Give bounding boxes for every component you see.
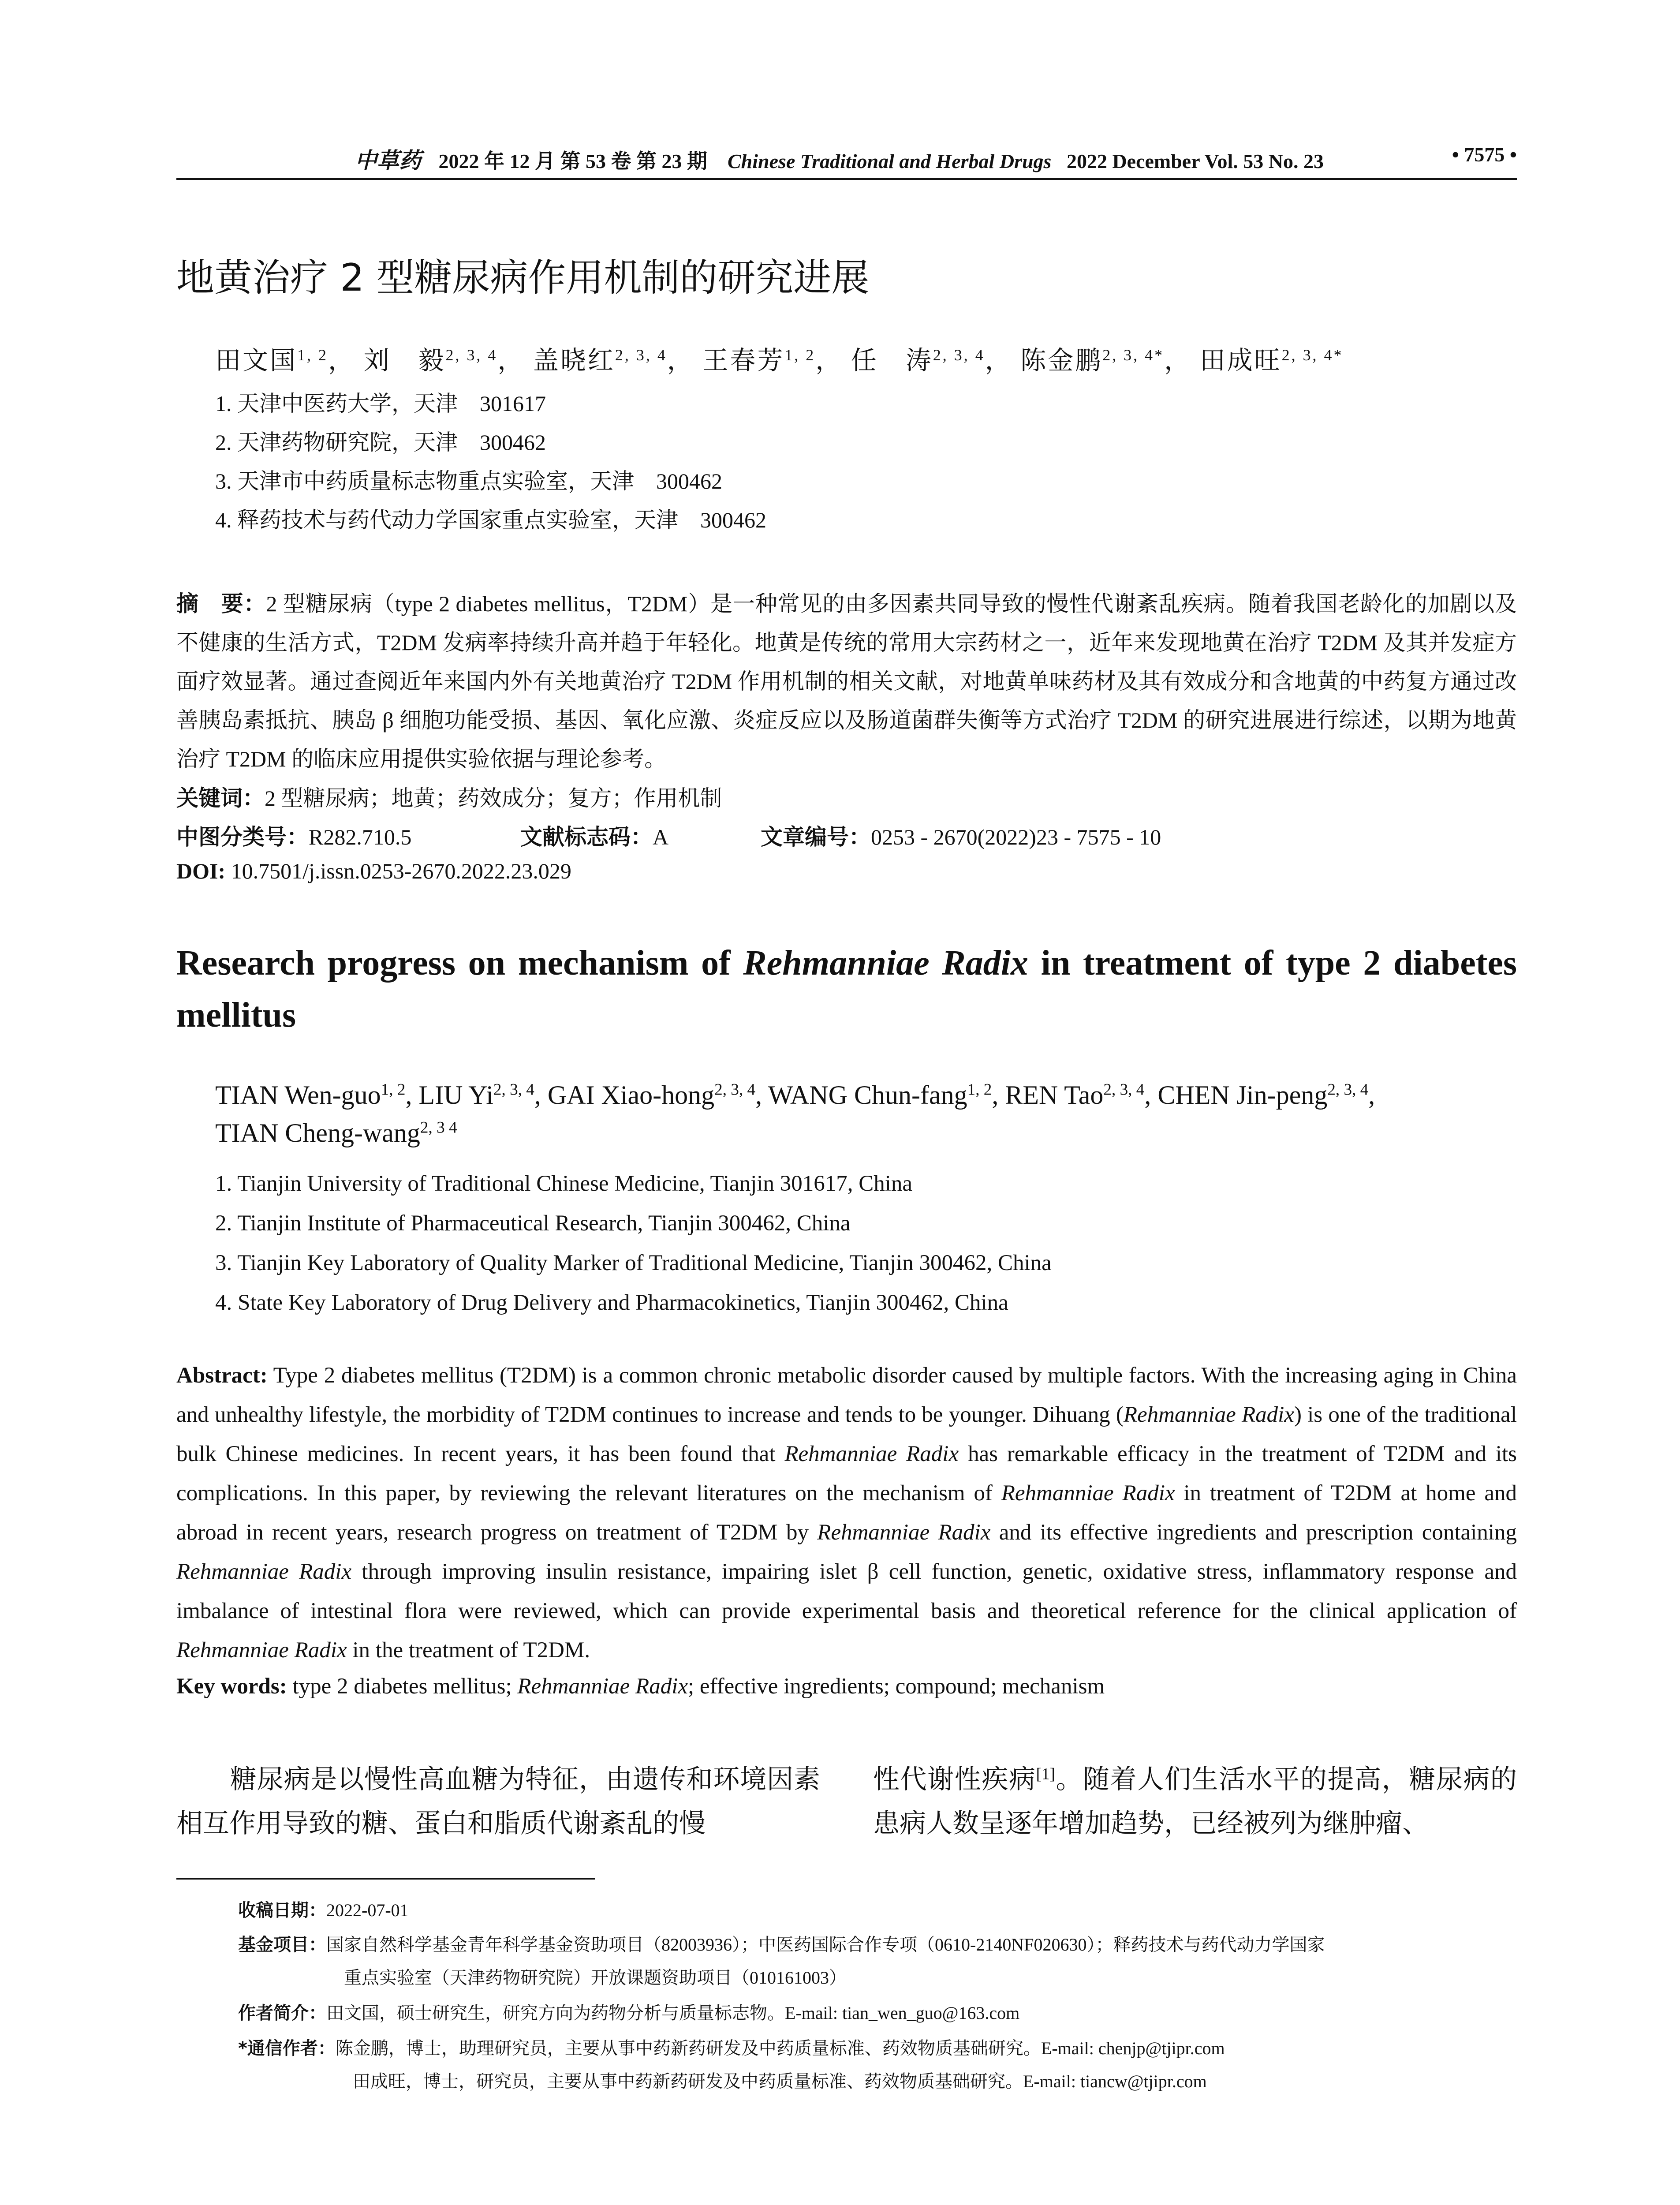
citation-ref[interactable]: [1] [1036, 1765, 1055, 1783]
document-code: 文献标志码：A [520, 824, 669, 850]
footnote-corresponding-author-2: 田成旺，博士，研究员，主要从事中药新药研发及中药质量标准、药效物质基础研究。E-mail: tiancw@tjipr.com [353, 2071, 1207, 2091]
affiliation-en: 2. Tianjin Institute of Pharmaceutical Research, Tianjin 300462, China [215, 1211, 851, 1236]
footnote-funding-cont: 重点实验室（天津药物研究院）开放课题资助项目（010161003） [344, 1968, 847, 1988]
footnote-author-bio: 作者简介：田文国，硕士研究生，研究方向为药物分析与质量标志物。E-mail: tian_wen_guo@163.com [238, 2003, 1020, 2023]
author-en: TIAN Wen-guo$^{1, 2}$, [215, 1080, 419, 1110]
author-en: REN Tao$^{2, 3, 4}$, [1005, 1080, 1158, 1110]
author-cn: 田文国$^{1, 2}$， [215, 346, 355, 375]
footnote-rule [176, 1878, 595, 1880]
affiliation-cn: 2. 天津药物研究院，天津 300462 [215, 430, 546, 455]
footnote-funding: 基金项目：国家自然科学基金青年科学基金资助项目（82003936）；中医药国际合作专项（0610-2140NF020630）；释药技术与药代动力学国家 [238, 1935, 1325, 1955]
affiliation-en: 4. State Key Laboratory of Drug Delivery and Pharmacokinetics, Tianjin 300462, China [215, 1290, 1008, 1315]
keywords-en: Key words: type 2 diabetes mellitus; Rehmanniae Radix; effective ingredients; compound; mechanism [176, 1674, 1105, 1699]
journal-name-en: Chinese Traditional and Herbal Drugs [728, 150, 1052, 172]
footnote-received-date: 收稿日期：2022-07-01 [238, 1900, 409, 1921]
author-cn: 盖晓红$^{2, 3, 4}$， [533, 346, 694, 375]
affiliation-cn: 3. 天津市中药质量标志物重点实验室，天津 300462 [215, 469, 722, 493]
abstract-label-en: Abstract: [176, 1363, 268, 1388]
author-en: TIAN Cheng-wang$^{2, 3 4}$ [215, 1118, 457, 1147]
journal-issue-cn: 2022 年 12 月 第 53 卷 第 23 期 [438, 150, 707, 172]
journal-brand: 中草药 [355, 148, 421, 173]
keywords-cn [176, 781, 722, 812]
abstract-cn [176, 584, 1517, 778]
doi [176, 858, 571, 884]
keywords-text-cn: 2 型糖尿病；地黄；药效成分；复方；作用机制 [265, 786, 722, 811]
author-cn: 陈金鹏$^{2, 3, 4*}$， [1020, 346, 1192, 375]
body-column-right: 性代谢性疾病[1]。随着人们生活水平的提高，糖尿病的患病人数呈逐年增加趋势，已经被列为继肿瘤、 [873, 1765, 1517, 1838]
author-list-en [215, 1076, 1520, 1152]
author-cn: 刘 毅$^{2, 3, 4}$， [363, 346, 525, 375]
author-cn: 王春芳$^{1, 2}$， [702, 346, 843, 375]
author-list-cn [215, 340, 1343, 377]
abstract-en: Abstract: Type 2 diabetes mellitus (T2DM) is a common chronic metabolic disorder caused by multiple factors. With the increasing aging in China and unhealthy lifestyle, the morbidity of T2DM continues to increase and tends to be younger. Dihuang (Rehmanniae Radix) is one of the traditional bulk Chinese medicines. In recent years, it has been found that Rehmanniae Radix has remarkable efficacy in the treatment of T2DM and its complications. In this paper, by reviewing the relevant literatures on the mechanism of Rehmanniae Radix in treatment of T2DM at home and abroad in recent years, research progress on treatment of T2DM by Rehmanniae Radix and its effective ingredients and prescription containing Rehmanniae Radix through improving insulin resistance, impairing islet β cell function, genetic, oxidative stress, inflammatory response and imbalance of intestinal flora were reviewed, which can provide experimental basis and theoretical reference for the clinical application of Rehmanniae Radix in the treatment of T2DM. [176, 1363, 1517, 1663]
author-cn: 任 涛$^{2, 3, 4}$， [851, 346, 1012, 375]
affiliation-cn: 4. 释药技术与药代动力学国家重点实验室，天津 300462 [215, 508, 766, 532]
journal-citation [355, 143, 1324, 175]
journal-issue-en: 2022 December Vol. 53 No. 23 [1066, 150, 1324, 172]
classification-number: 中图分类号：R282.710.5 [176, 824, 412, 850]
footnote-corresponding-author: *通信作者：陈金鹏，博士，助理研究员，主要从事中药新药研发及中药质量标准、药效物质基础研究。E-mail: chenjp@tjipr.com [238, 2038, 1225, 2059]
page-number: • 7575 • [1452, 143, 1517, 166]
author-en: WANG Chun-fang$^{1, 2}$, [768, 1080, 1005, 1110]
running-header [176, 140, 1517, 176]
keywords-label-cn: 关键词： [176, 785, 265, 811]
abstract-label-cn: 摘 要： [176, 591, 266, 617]
author-cn: 田成旺$^{2, 3, 4*}$ [1199, 346, 1344, 375]
article-title-en: Research progress on mechanism of Rehmanniae Radix in treatment of type 2 diabetes mellitus [176, 944, 1517, 1035]
affiliation-en: 3. Tianjin Key Laboratory of Quality Marker of Traditional Medicine, Tianjin 300462, China [215, 1251, 1052, 1275]
author-en: LIU Yi$^{2, 3, 4}$, [418, 1080, 548, 1110]
header-rule [176, 178, 1517, 180]
article-title-cn: 地黄治疗 2 型糖尿病作用机制的研究进展 [176, 256, 870, 300]
doi-label: DOI: [176, 859, 226, 883]
author-en: GAI Xiao-hong$^{2, 3, 4}$, [547, 1080, 768, 1110]
affiliation-cn: 1. 天津中医药大学，天津 301617 [215, 391, 546, 416]
body-column-left: 糖尿病是以慢性高血糖为特征，由遗传和环境因素相互作用导致的糖、蛋白和脂质代谢紊乱的慢 [176, 1765, 820, 1838]
affiliation-en: 1. Tianjin University of Traditional Chinese Medicine, Tianjin 301617, China [215, 1171, 913, 1196]
article-id: 文章编号：0253 - 2670(2022)23 - 7575 - 10 [761, 824, 1161, 850]
doi-value[interactable]: 10.7501/j.issn.0253-2670.2022.23.029 [231, 859, 571, 883]
abstract-text-cn: 2 型糖尿病（type 2 diabetes mellitus，T2DM）是一种常见的由多因素共同导致的慢性代谢紊乱疾病。随着我国老龄化的加剧以及不健康的生活方式，T2DM 发病率持续升高并趋于年轻化。地黄是传统的常用大宗药材之一，近年来发现地黄在治疗 T2DM 及其并发症方面疗效显著。通过查阅近年来国内外有关地黄治疗 T2DM 作用机制的相关文献，对地黄单味药材及其有效成分和含地黄的中药复方通过改善胰岛素抵抗、胰岛 β 细胞功能受损、基因、氧化应激、炎症反应以及肠道菌群失衡等方式治疗 T2DM 的研究进展进行综述，以期为地黄治疗 T2DM 的临床应用提供实验依据与理论参考。 [176, 591, 1517, 771]
author-en: CHEN Jin-peng$^{2, 3, 4}$, [1157, 1080, 1375, 1110]
keywords-label-en: Key words: [176, 1674, 287, 1699]
